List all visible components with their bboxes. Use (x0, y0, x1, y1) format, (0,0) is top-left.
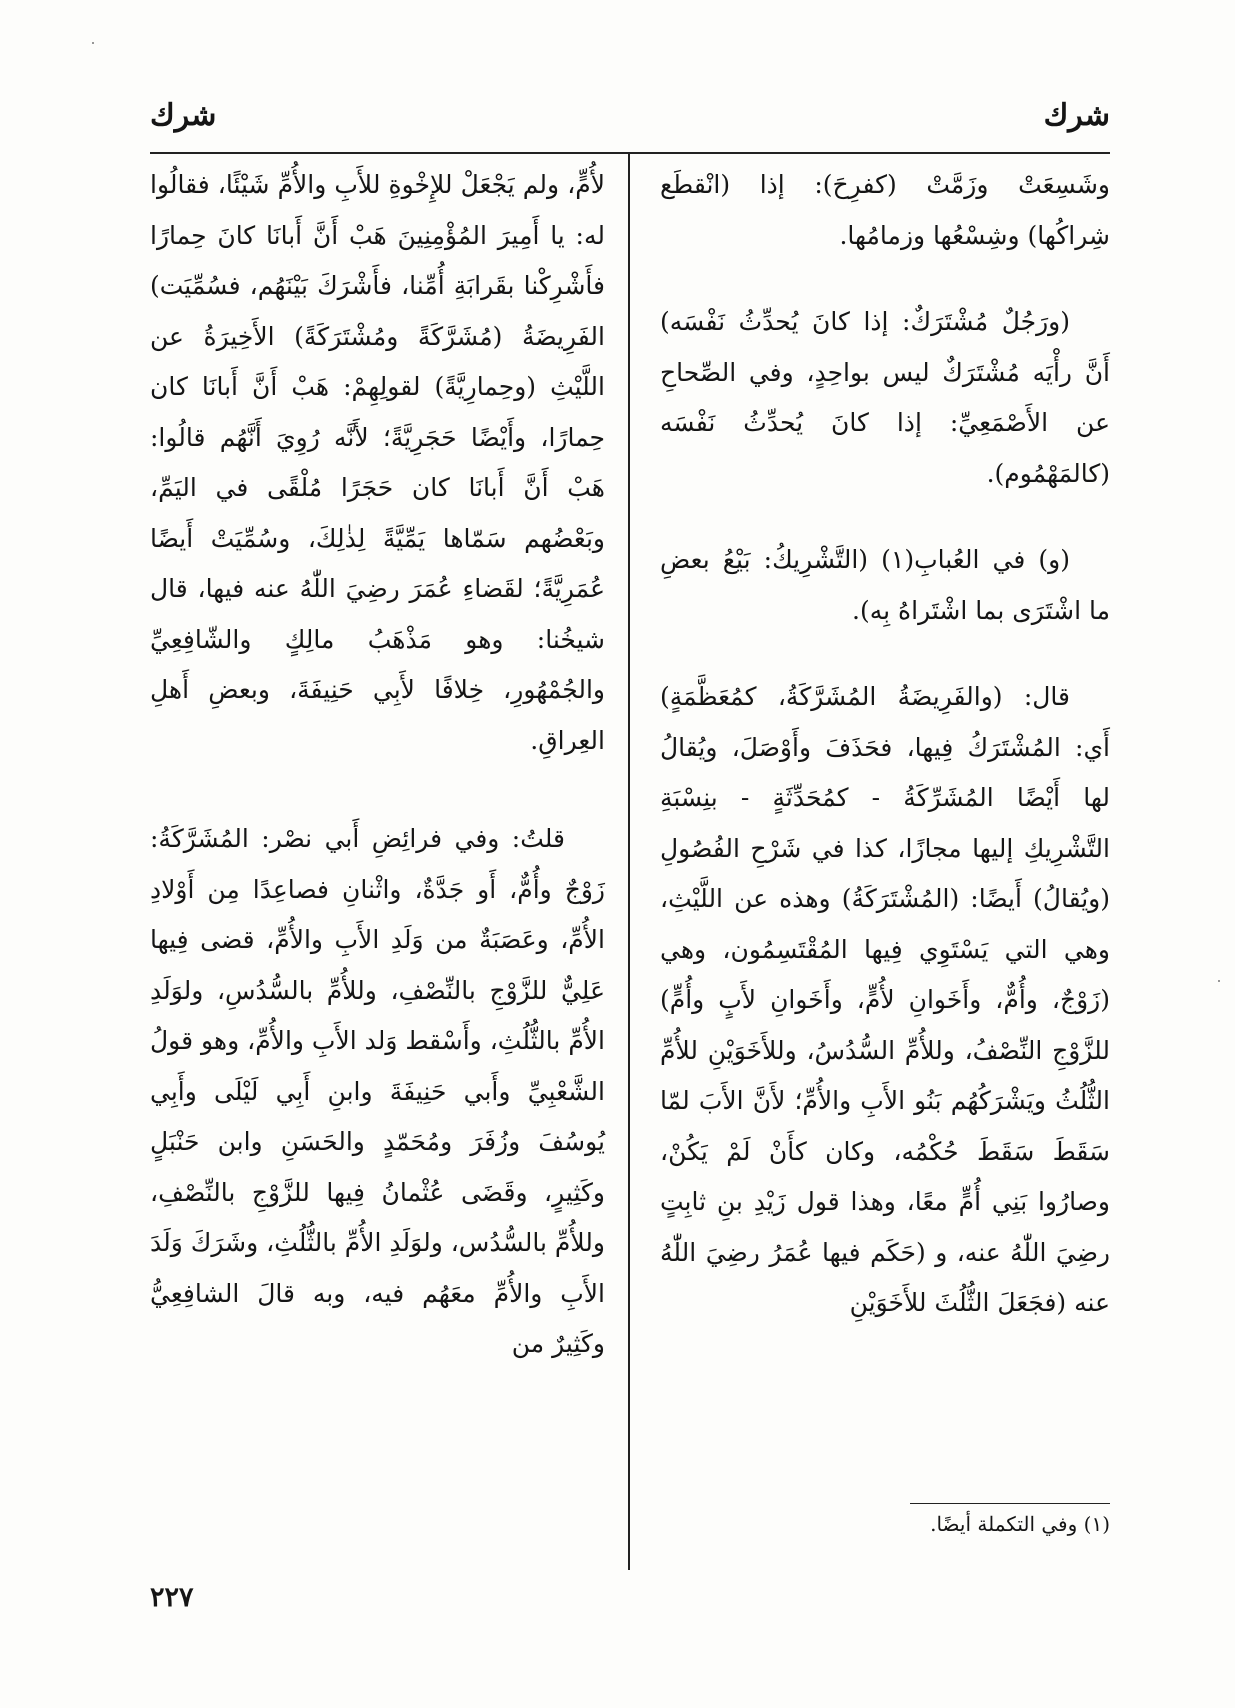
running-headword-right: شرك (1043, 98, 1110, 133)
footnote-rule (910, 1503, 1110, 1504)
scan-speck (92, 42, 94, 44)
paragraph: لأُمٍّ، ولم يَجْعَلْ للإِخْوةِ للأَبِ والأُمِّ شَيْئًا، فقالُوا له: يا أَمِيرَ المُؤْمِنِينَ هَبْ أَنَّ أَبانَا كانَ حِمارًا فأَشْرِكْنا بقَرابَةِ أُمِّنا، فأَشْرَكَ بَيْنَهُم، فسُمِّيَت) الفَرِيضَةُ (مُشَرَّكَةً ومُشْتَرَكَةً) الأَخِيرَةُ عن اللَّيْثِ (وحِمارِيَّةً) لقولِهِمْ: هَبْ أَنَّ أَبانَا كان حِمارًا، وأَيْضًا حَجَرِيَّةً؛ لأَنَّه رُوِيَ أَنَّهُم قالُوا: هَبْ أَنَّ أَبانَا كان حَجَرًا مُلْقًى في اليَمِّ، وبَعْضُهم سَمّاها يَمِّيَّةً لِذٰلِكَ، وسُمِّيَتْ أَيضًا عُمَرِيَّةً؛ لقَضاءِ عُمَرَ رضِيَ اللّٰهُ عنه فيها، قال شيخُنا: وهو مَذْهَبُ مالِكٍ والشّافِعِيِّ والجُمْهُورِ، خِلافًا لأَبِي حَنِيفَةَ، وبعضِ أَهلِ العِراقِ. (150, 170, 605, 755)
right-column (660, 160, 1110, 1329)
paragraph: قال: (والفَرِيضَةُ المُشَرَّكَةُ، كمُعَظَّمَةٍ) أَي: المُشْتَرَكُ فِيها، فحَذَفَ وأَوْصَلَ، ويُقالُ لها أَيْضًا المُشَرِّكَةُ - كمُحَدِّثَةٍ - بنِسْبَةِ التَّشْرِيكِ إليها مجازًا، كذا في شَرْحِ الفُصُولِ (ويُقالُ) أَيضًا: (المُشْتَرَكَةُ) وهذه عن اللَّيْثِ، وهي التي يَسْتَوِي فِيها المُقْتَسِمُون، وهي (زَوْجٌ، وأُمٌّ، وأَخَوانِ لأُمٍّ، وأَخَوانِ لأَبٍ وأُمٍّ) للزَّوْجِ النِّصْفُ، وللأُمِّ السُّدُسُ، وللأَخَوَيْنِ للأُمِّ الثُّلُثُ ويَشْرَكُهُم بَنُو الأَبِ والأُمِّ؛ لأَنَّ الأَبَ لمّا سَقَطَ سَقَطَ حُكْمُه، وكان كأَنْ لَمْ يَكُنْ، وصارُوا بَنِي أُمٍّ معًا، وهذا قول زَيْدِ بنِ ثابِتٍ رضِيَ اللّٰهُ عنه، و (حَكَم فيها عُمَرُ رضِيَ اللّٰهُ عنه (فجَعَلَ الثُّلُثَ للأَخَوَيْنِ (660, 682, 1110, 1317)
page-header (150, 98, 1110, 148)
paragraph: وشَسِعَتْ وزَمَّتْ (كفرِحَ): إذا (انْقطَع شِراكُها) وشِسْعُها وزمامُها. (660, 170, 1110, 250)
running-headword-left: شرك (150, 98, 217, 133)
left-column (150, 160, 605, 1370)
paragraph: قلتُ: وفي فرائِضِ أَبي نصْر: المُشَرَّكَةُ: زَوْجٌ وأُمٌّ، أَو جَدَّةٌ، واثْنانِ فصاعِدًا مِن أَوْلادِ الأُمِّ، وعَصَبَةٌ من وَلَدِ الأَبِ والأُمِّ، قضى فِيها عَلِيٌّ للزَّوْجِ بالنِّصْفِ، وللأُمِّ بالسُّدُسِ، ولوَلَدِ الأُمِّ بالثُّلُثِ، وأَسْقط وَلد الأَبِ والأُمِّ، وهو قولُ الشَّعْبِيِّ وأَبي حَنِيفَةَ وابنِ أَبِي لَيْلَى وأَبِي يُوسُفَ وزُفَرَ ومُحَمّدٍ والحَسَنِ وابن حَنْبَلٍ وكَثِيرٍ، وقَضَى عُثْمانُ فِيها للزَّوْجِ بالنِّصْفِ، وللأُمِّ بالسُّدُس، ولوَلَدِ الأُمِّ بالثُّلُثِ، وشَرَكَ وَلَدَ الأَبِ والأُمِّ معَهُم فيه، وبه قالَ الشافِعِيُّ وكَثِيرٌ من (150, 824, 605, 1358)
column-divider (628, 152, 630, 1570)
scan-speck (1218, 980, 1220, 982)
paragraph: (ورَجُلٌ مُشْتَرَكٌ: إذا كانَ يُحدِّثُ نَفْسَه) أَنَّ رأْيَه مُشْتَرَكٌ ليس بواحِدٍ، وفي الصِّحاحِ عن الأَصْمَعِيِّ: إذا كانَ يُحدِّثُ نَفْسَه (كالمَهْمُوم). (660, 307, 1110, 488)
footnote: (١) وفي التكملة أيضًا. (930, 1512, 1110, 1536)
page-number: ٢٢٧ (150, 1582, 194, 1613)
paragraph: (و) في العُبابِ(١) (التَّشْرِيكُ: بَيْعُ بعضِ ما اشْتَرَى بما اشْتَراهُ بِه). (660, 545, 1110, 625)
header-rule (150, 152, 1110, 154)
